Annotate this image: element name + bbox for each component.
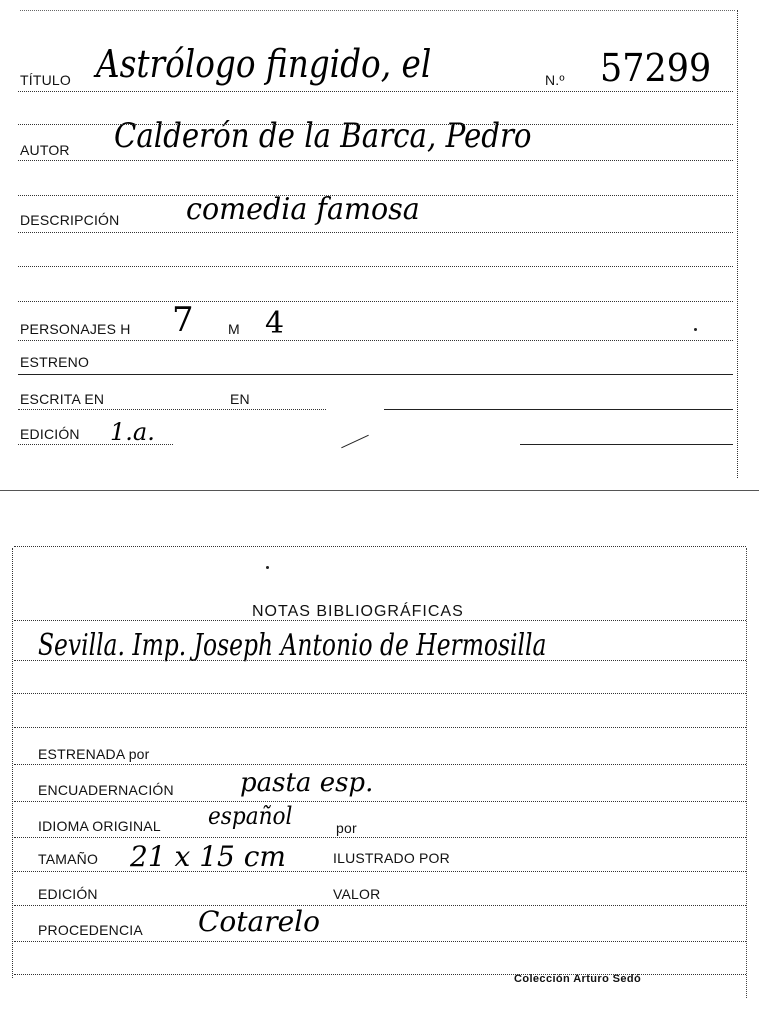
notas-label: NOTAS BIBLIOGRÁFICAS (252, 603, 464, 620)
estreno-label: ESTRENO (20, 354, 90, 370)
autor-line (18, 124, 733, 125)
personajes-mujeres-label: M (228, 321, 240, 337)
notas-line-3 (14, 693, 746, 694)
idioma-line (14, 837, 746, 838)
procedencia-line (14, 941, 746, 942)
notas-line-2 (14, 660, 746, 661)
notas-value: Sevilla. Imp. Joseph Antonio de Hermosilla (38, 628, 547, 663)
personajes-mujeres: 4 (265, 306, 285, 341)
descripcion-value: comedia famosa (186, 192, 420, 227)
titulo-label: TÍTULO (20, 72, 71, 88)
catalog-card-top (0, 0, 759, 495)
idioma-por-label: por (336, 820, 357, 836)
ilustrado-label: ILUSTRADO POR (333, 850, 450, 866)
valor-label: VALOR (333, 886, 381, 902)
speck (694, 328, 697, 331)
personajes-line (18, 340, 733, 341)
edicion-label: EDICIÓN (38, 886, 98, 902)
estrenada-label: ESTRENADA por (38, 746, 150, 762)
card-left-border (12, 548, 13, 978)
escrita-en-label: EN (230, 391, 250, 407)
card-top-edge (20, 10, 735, 11)
autor-value: Calderón de la Barca, Pedro (114, 116, 532, 156)
edicion-line-right (520, 444, 733, 445)
estrenada-line (14, 764, 746, 765)
encuadernacion-value: pasta esp. (240, 768, 374, 798)
idioma-label: IDIOMA ORIGINAL (38, 818, 161, 834)
tamano-label: TAMAÑO (38, 851, 99, 867)
descripcion-label: DESCRIPCIÓN (20, 212, 120, 228)
procedencia-label: PROCEDENCIA (38, 922, 143, 938)
edicion-line (14, 905, 746, 906)
titulo-line (18, 91, 733, 92)
numero-value: 57299 (600, 46, 712, 90)
numero-label: N.º (545, 72, 565, 88)
notas-line-4 (14, 727, 746, 728)
escrita-label: ESCRITA EN (20, 391, 105, 407)
edicion-line-mid (341, 435, 369, 449)
edicion-value: 1.a. (110, 418, 155, 446)
card-right-border (746, 548, 747, 998)
escrita-line-right (384, 409, 733, 410)
edicion-label: EDICIÓN (20, 426, 80, 442)
tamano-line (14, 871, 746, 872)
card-right-border (737, 10, 738, 478)
autor-label: AUTOR (20, 142, 70, 158)
escrita-line-left (18, 409, 326, 410)
encuadernacion-label: ENCUADERNACIÓN (38, 782, 174, 798)
personajes-label: PERSONAJES H (20, 321, 131, 337)
procedencia-value: Cotarelo (198, 905, 320, 938)
descripcion-line (18, 232, 733, 233)
personajes-hombres: 7 (172, 300, 194, 340)
speck (266, 566, 269, 569)
collection-footer: Colección Arturo Sedó (514, 973, 642, 985)
card-bottom-edge (0, 490, 759, 491)
autor-underline (18, 160, 733, 161)
tamano-value: 21 x 15 cm (130, 840, 286, 873)
encuadernacion-line (14, 801, 746, 802)
card-top-edge (14, 546, 746, 547)
idioma-value: español (208, 802, 293, 830)
estreno-line (18, 374, 733, 375)
blank-line-1 (18, 266, 733, 267)
titulo-value: Astrólogo fingido, el (96, 42, 432, 86)
notas-line-1 (14, 620, 746, 621)
edicion-line-left (18, 444, 173, 445)
catalog-card-bottom (0, 540, 759, 1028)
blank-line-2 (18, 301, 733, 302)
